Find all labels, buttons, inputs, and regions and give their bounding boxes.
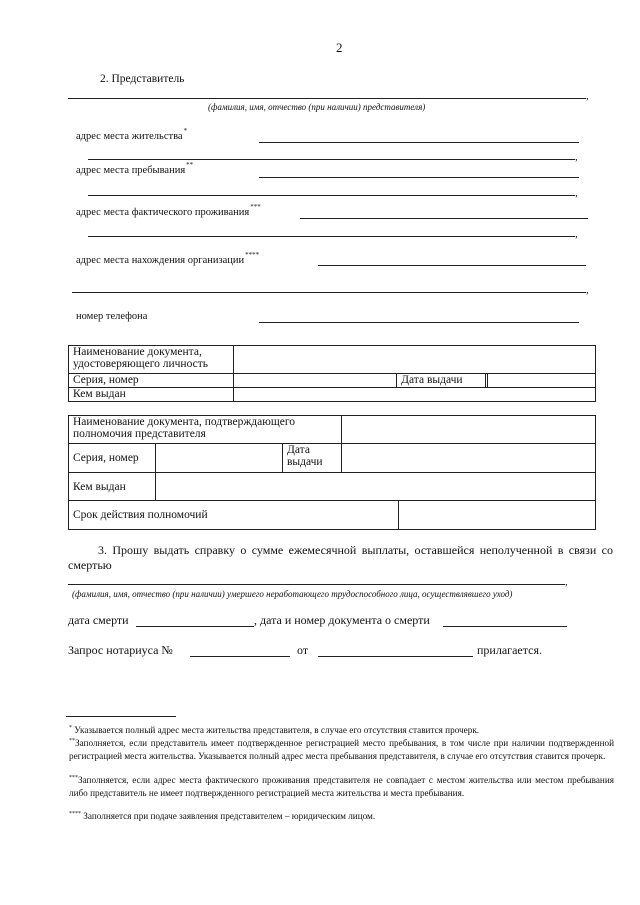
org-address-field[interactable] [318,265,586,266]
footnote-separator [66,716,176,717]
section3-text: 3. Прошу выдать справку о сумме ежемесячной выплаты, оставшейся неполученной в связи со смертью [68,543,613,572]
auth-issued-by-cell[interactable] [156,473,596,501]
auth-issue-date-cell[interactable] [342,444,596,473]
actual-address-field[interactable] [300,218,588,219]
footnote-4: **** Заполняется при подаче заявления представителем – юридическим лицом. [69,811,376,821]
death-date-field[interactable] [136,626,254,627]
org-address-field-2[interactable] [72,292,586,293]
auth-doc-name-cell[interactable] [342,416,596,444]
stay-address-label: адрес места пребывания** [76,161,194,176]
footnote-2: **Заполняется, если представитель имеет подтвержденное регистрацией место пребывания, в том числе при наличии подтвержденной регистрацией места жительства. Указывается полный адрес места пребывания представителя, в случае его отсутствия ставится прочерк. [69,738,614,761]
id-document-table [68,345,596,402]
id-issued-by-label: Кем выдан [69,388,234,402]
death-date-label: дата смерти [68,613,129,627]
auth-validity-cell[interactable] [399,501,596,530]
auth-validity-label: Срок действия полномочий [69,501,399,530]
death-doc-label: , дата и номер документа о смерти [254,613,430,627]
attached-label: прилагается. [477,643,542,657]
auth-issued-by-label: Кем выдан [69,473,156,501]
id-issue-date-label: Дата выдачи [397,374,486,388]
residence-address-field-2[interactable] [88,159,575,160]
footnote-1: * Указывается полный адрес места жительства представителя, в случае его отсутствия ставится прочерк. [69,725,480,735]
notary-label: Запрос нотариуса № [68,643,173,657]
auth-series-label: Серия, номер [69,444,156,473]
section2-title: 2. Представитель [100,73,185,85]
deceased-name-caption: (фамилия, имя, отчество (при наличии) умершего неработающего трудоспособного лица, осуществлявшего уход) [72,589,513,599]
comma: , [575,151,578,163]
residence-address-label: адрес места жительства* [76,127,188,142]
id-issued-by-cell[interactable] [234,388,596,402]
page-number: 2 [336,40,343,55]
comma: , [575,228,578,240]
comma: , [575,187,578,199]
from-label: от [297,643,309,657]
org-address-label: адрес места нахождения организации**** [76,251,260,266]
auth-doc-name-label: Наименование документа, подтверждающего полномочия представителя [69,416,342,444]
id-issue-date-value[interactable] [487,374,595,388]
id-series-label: Серия, номер [69,374,234,388]
footnote-3: ***Заполняется, если адрес места фактического проживания представителя не совпадает с местом жительства или местом пребывания либо представитель не имеет подтвержденного регистрацией места жительства и места пребывания. [69,775,614,798]
comma: , [565,576,568,588]
id-series-cell[interactable] [234,374,397,388]
comma: , [586,284,589,296]
id-doc-name-label: Наименование документа, удостоверяющего личность [69,346,234,374]
stay-address-field[interactable] [259,177,579,178]
comma: , [586,90,589,102]
phone-field[interactable] [259,322,579,323]
deceased-name-line[interactable] [68,584,565,585]
authority-document-table [68,415,596,530]
residence-address-field[interactable] [259,142,579,143]
representative-name-caption: (фамилия, имя, отчество (при наличии) представителя) [208,102,426,112]
auth-series-cell[interactable] [156,444,283,473]
actual-address-label: адрес места фактического проживания*** [76,203,261,218]
notary-number-field[interactable] [190,656,290,657]
representative-name-line[interactable] [68,98,586,99]
phone-label: номер телефона [76,311,148,322]
actual-address-field-2[interactable] [88,236,575,237]
auth-issue-date-label: Дата выдачи [283,444,342,473]
id-doc-name-cell[interactable] [234,346,596,374]
death-doc-field[interactable] [443,626,567,627]
stay-address-field-2[interactable] [88,195,575,196]
notary-date-field[interactable] [318,656,473,657]
